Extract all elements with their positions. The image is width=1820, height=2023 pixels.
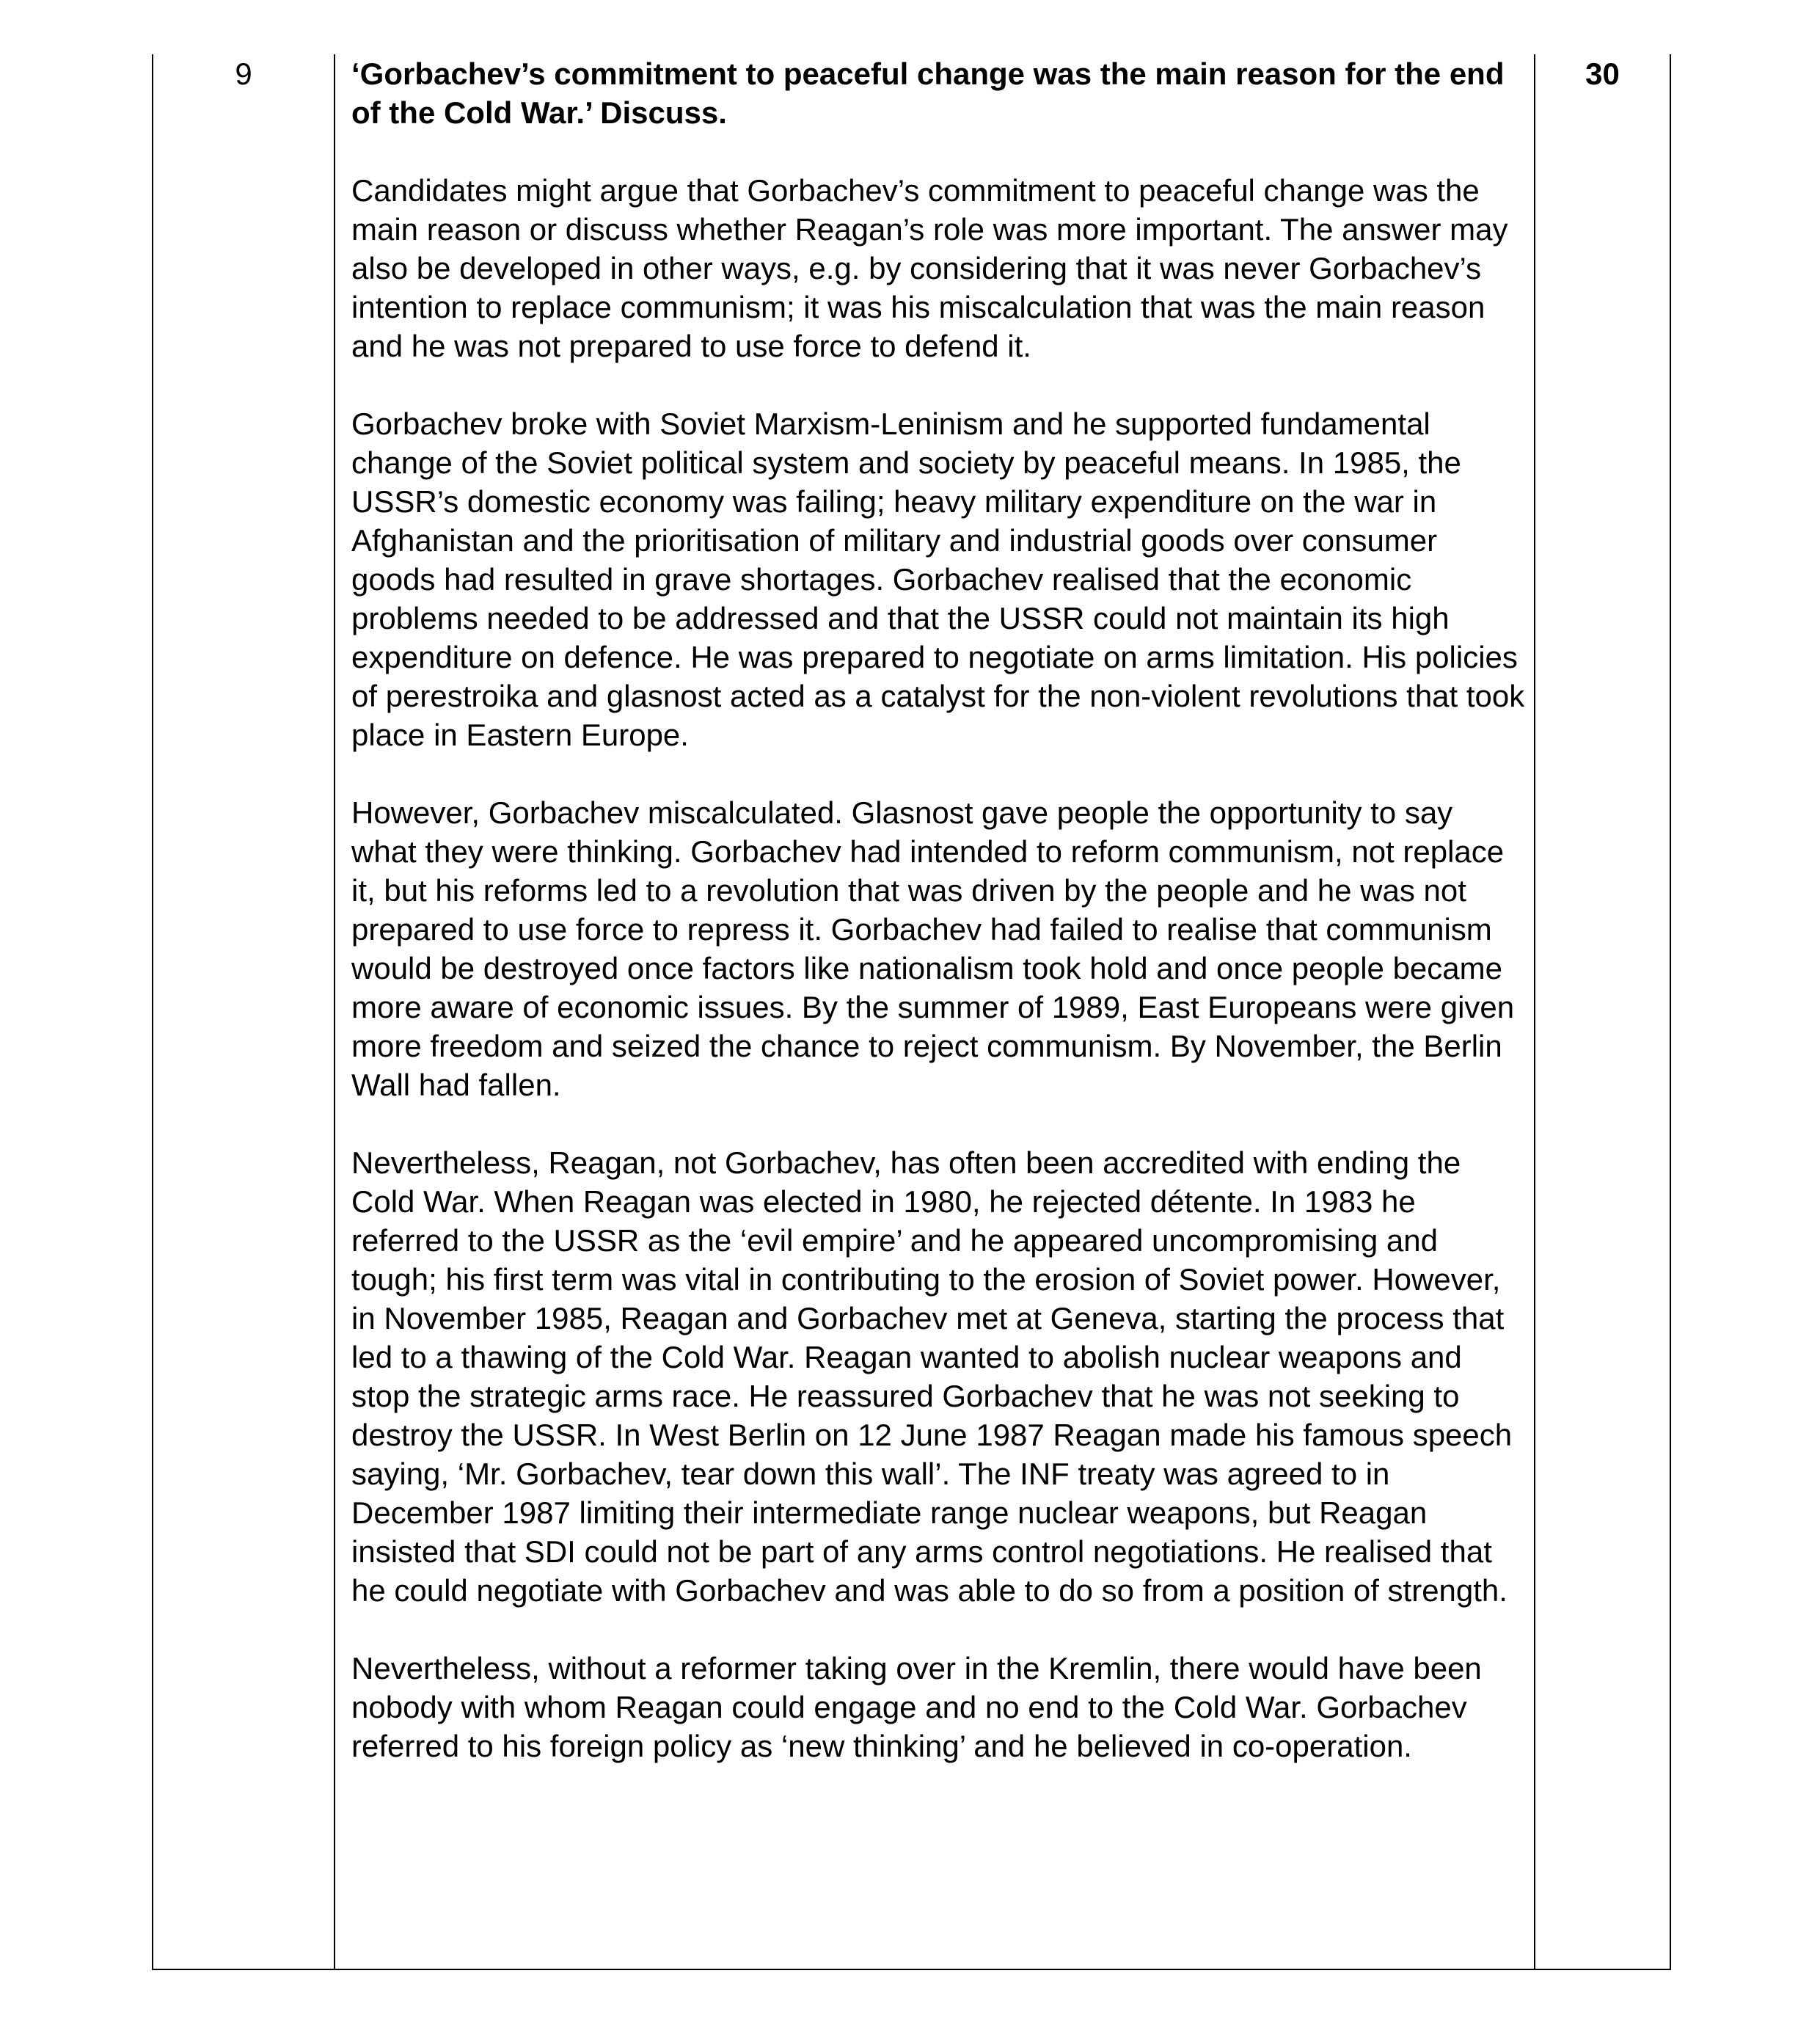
question-text: ‘Gorbachev’s commitment to peaceful change was the main reason for the end of the Cold War.’ Discuss. (351, 57, 1505, 130)
column-divider (334, 54, 335, 1969)
guidance-paragraph: However, Gorbachev miscalculated. Glasnost gave people the opportunity to say what they were thinking. Gorbachev had intended to reform communism, not replace it, but his reforms led to a revolution that was driven by the people and he was not prepared to use force to repress it. Gorbachev had failed to realise that communism would be destroyed once factors like nationalism took hold and once people became more aware of economic issues. By the summer of 1989, East Europeans were given more freedom and seized the chance to reject communism. By November, the Berlin Wall had fallen. (351, 795, 1515, 1102)
mark-scheme-table (152, 54, 1671, 1970)
guidance-paragraph: Gorbachev broke with Soviet Marxism-Leninism and he supported fundamental change of the Soviet political system and society by peaceful means. In 1985, the USSR’s domestic economy was failing; heavy military expenditure on the war in Afghanistan and the prioritisation of military and industrial goods over consumer goods had resulted in grave shortages. Gorbachev realised that the economic problems needed to be addressed and that the USSR could not maintain its high expenditure on defence. He was prepared to negotiate on arms limitation. His policies of perestroika and glasnost acted as a catalyst for the non-violent revolutions that took place in Eastern Europe. (351, 407, 1525, 752)
answer-guidance (351, 54, 1525, 1765)
column-divider (1534, 54, 1535, 1969)
marks-value: 30 (1585, 57, 1620, 91)
guidance-paragraph: Nevertheless, without a reformer taking over in the Kremlin, there would have been nobody with whom Reagan could engage and no end to the Cold War. Gorbachev referred to his foreign policy as ‘new thinking’ and he believed in co-operation. (351, 1651, 1482, 1763)
guidance-paragraph: Nevertheless, Reagan, not Gorbachev, has often been accredited with ending the Cold War. When Reagan was elected in 1980, he rejected détente. In 1983 he referred to the USSR as the ‘evil empire’ and he appeared uncompromising and tough; his first term was vital in contributing to the erosion of Soviet power. However, in November 1985, Reagan and Gorbachev met at Geneva, starting the process that led to a thawing of the Cold War. Reagan wanted to abolish nuclear weapons and stop the strategic arms race. He reassured Gorbachev that he was not seeking to destroy the USSR. In West Berlin on 12 June 1987 Reagan made his famous speech saying, ‘Mr. Gorbachev, tear down this wall’. The INF treaty was agreed to in December 1987 limiting their intermediate range nuclear weapons, but Reagan insisted that SDI could not be part of any arms control negotiations. He realised that he could negotiate with Gorbachev and was able to do so from a position of strength. (351, 1145, 1513, 1608)
guidance-paragraph: Candidates might argue that Gorbachev’s commitment to peaceful change was the main reason or discuss whether Reagan’s role was more important. The answer may also be developed in other ways, e.g. by considering that it was never Gorbachev’s intention to replace communism; it was his miscalculation that was the main reason and he was not prepared to use force to defend it. (351, 173, 1508, 363)
question-number: 9 (235, 57, 252, 91)
